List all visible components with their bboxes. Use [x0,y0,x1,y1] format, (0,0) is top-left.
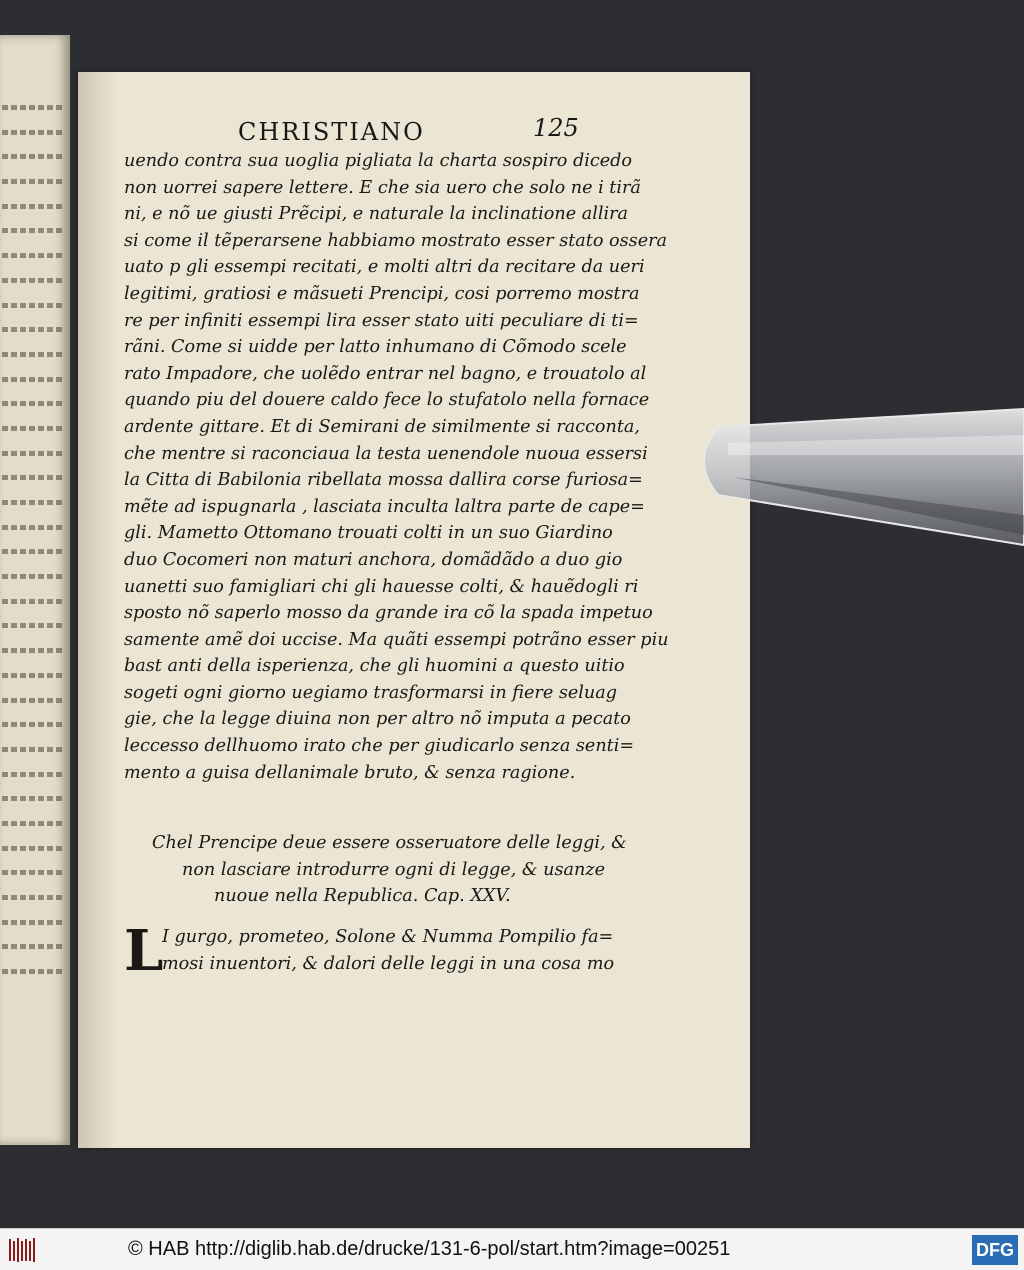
previous-page-line [0,342,68,367]
text-line: uendo contra sua uoglia pigliata la charta sospiro dicedo [124,151,632,171]
previous-page-line [0,391,68,416]
text-line: la Citta di Babilonia ribellata mossa dallira corse furiosa= [124,470,643,491]
previous-page-edge [0,35,70,1145]
text-line: rãni. Come si uidde per latto inhumano di Cõmodo scele [124,337,627,358]
running-head: CHRISTIANO [238,118,425,146]
heading-line: non lasciare introdurre ogni di legge, & usanze [182,859,605,880]
text-line: bast anti della isperienza, che gli huomini a questo uitio [124,656,625,677]
text-line: mosi inuentori, & dalori delle leggi in una cosa mo [162,953,615,974]
text-line: rato Impadore, che uolẽdo entrar nel bagno, e trouatolo al [124,363,647,384]
previous-page-line [0,218,68,243]
previous-page-line [0,441,68,466]
previous-page-line [0,786,68,811]
text-line: samente amẽ doi uccise. Ma quãti essempi potrãno esser piu [124,629,669,650]
previous-page-line [0,663,68,688]
text-line: si come il tẽperarsene habbiamo mostrato esser stato ossera [124,230,668,251]
previous-page-line [0,367,68,392]
chapter-opening [124,918,644,984]
text-line: uanetti suo famigliari chi gli hauesse colti, & hauẽdogli ri [124,576,639,597]
hab-logo-icon [8,1235,38,1265]
previous-page-line [0,762,68,787]
previous-page-line [0,169,68,194]
previous-page-line [0,317,68,342]
previous-page-line [0,688,68,713]
previous-page-line [0,860,68,885]
drop-cap-initial: L [124,918,164,984]
previous-page-line [0,959,68,984]
text-line: legitimi, gratiosi e mãsueti Prencipi, cosi porremo mostra [124,283,640,304]
copyright-text: © HAB http://diglib.hab.de/drucke/131-6-pol/start.htm?image=00251 [128,1238,731,1260]
text-line: gli. Mametto Ottomano trouati colti in un suo Giardino [124,523,613,544]
previous-page-line [0,144,68,169]
previous-page-line [0,243,68,268]
previous-page-line [0,910,68,935]
text-line: I gurgo, prometeo, Solone & Numma Pompilio fa= [162,927,614,947]
previous-page-line [0,712,68,737]
previous-page-line [0,934,68,959]
previous-page-text [0,95,68,984]
body-text [124,148,669,786]
previous-page-line [0,490,68,515]
previous-page-line [0,416,68,441]
text-line: non uorrei sapere lettere. E che sia uero che solo ne i tirã [124,177,641,198]
text-line: che mentre si raconciaua la testa uenendole nuoua essersi [124,443,648,464]
text-line: ni, e nõ ue giusti Prẽcipi, e naturale la inclinatione allira [124,204,628,225]
previous-page-line [0,515,68,540]
previous-page-line [0,465,68,490]
previous-page-line [0,589,68,614]
previous-page-line [0,613,68,638]
text-line: gie, che la legge diuina non per altro nõ imputa a pecato [124,709,631,730]
previous-page-line [0,638,68,663]
previous-page-line [0,293,68,318]
text-line: ardente gittare. Et di Semirani de similmente si racconta, [124,416,641,437]
text-line: sogeti ogni giorno uegiamo trasformarsi in fiere seluag [124,682,617,703]
previous-page-line [0,539,68,564]
book-page [78,72,750,1148]
page-number: 125 [533,114,579,142]
text-line: re per infiniti essempi lira esser stato uiti peculiare di ti= [124,310,639,331]
heading-line: nuoue nella Republica. Cap. XXV. [214,886,511,907]
heading-line: Chel Prencipe deue essere osseruatore delle leggi, & [152,833,627,853]
previous-page-line [0,194,68,219]
dfg-logo: DFG [972,1235,1018,1265]
text-line: sposto nõ saperlo mosso da grande ira cõ la spada impetuo [124,603,653,624]
text-line: leccesso dellhuomo irato che per giudicarlo senza senti= [124,736,635,757]
text-line: mento a guisa dellanimale bruto, & senza ragione. [124,762,576,783]
text-line: quando piu del douere caldo fece lo stufatolo nella fornace [124,390,650,411]
previous-page-line [0,836,68,861]
previous-page-line [0,564,68,589]
previous-page-line [0,268,68,293]
previous-page-line [0,885,68,910]
previous-page-line [0,95,68,120]
previous-page-line [0,737,68,762]
footer-bar [0,1228,1024,1270]
text-line: mẽte ad ispugnarla , lasciata inculta laltra parte de cape= [124,496,645,517]
chapter-heading [124,830,644,910]
text-line: duo Cocomeri non maturi anchora, domãdãdo a duo gio [124,549,623,570]
book-clamp-icon [688,395,1024,565]
previous-page-line [0,120,68,145]
text-line: uato p gli essempi recitati, e molti altri da recitare da ueri [124,257,645,278]
previous-page-line [0,811,68,836]
